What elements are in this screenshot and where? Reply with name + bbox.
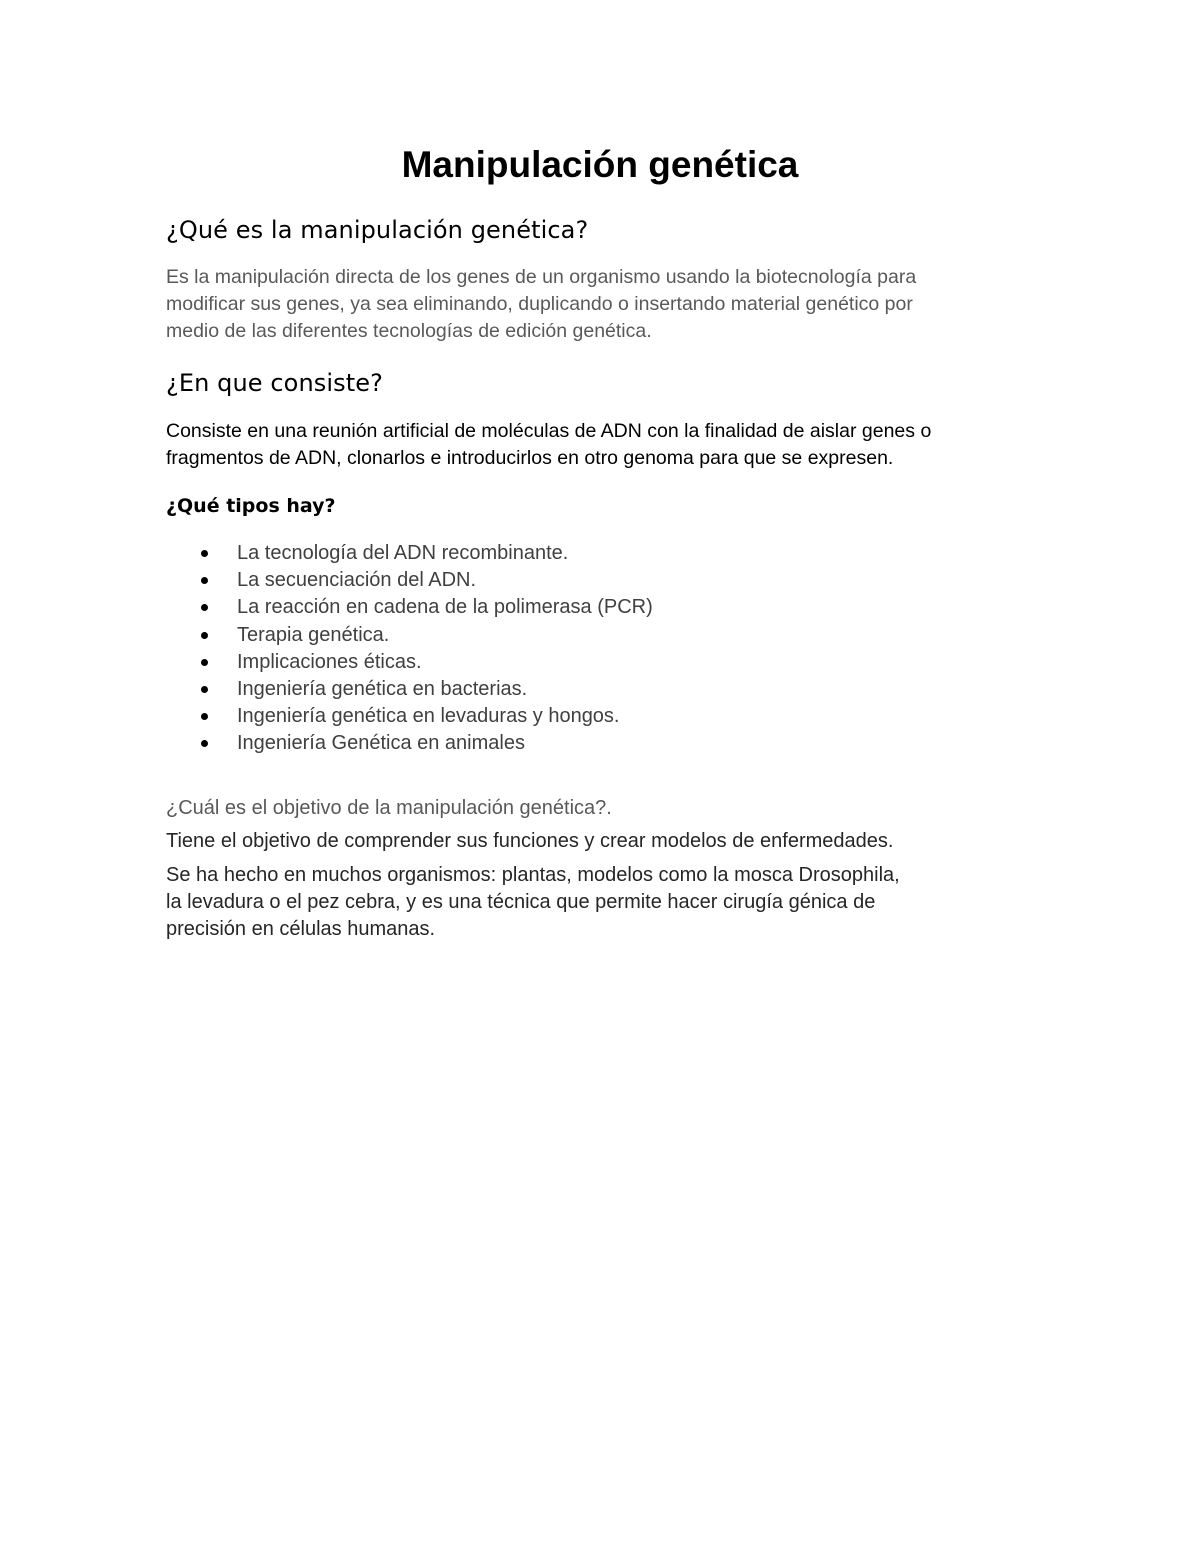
list-item [166, 730, 653, 757]
bullet-icon [201, 713, 208, 720]
list-item-text: La secuenciación del ADN. [237, 569, 477, 592]
bullet-icon [201, 577, 208, 584]
objective-answer: Tiene el objetivo de comprender sus funciones y crear modelos de enfermedades. [166, 830, 894, 852]
section-heading-types: ¿Qué tipos hay? [166, 495, 336, 517]
paragraph-line: la levadura o el pez cebra, y es una técnica que permite hacer cirugía génica de [166, 891, 876, 914]
list-item-text: Ingeniería genética en bacterias. [237, 677, 528, 700]
list-item-text: Terapia genética. [237, 623, 390, 646]
paragraph-definition [166, 264, 1046, 346]
list-item [166, 649, 653, 676]
section-heading-what-is: ¿Qué es la manipulación genética? [166, 216, 589, 244]
bullet-icon [201, 550, 208, 557]
list-item-text: Ingeniería genética en levaduras y hongos. [237, 705, 620, 728]
list-item [166, 703, 653, 730]
list-item-text: La reacción en cadena de la polimerasa (PCR) [237, 596, 653, 619]
paragraph-line: fragmentos de ADN, clonarlos e introducirlos en otro genoma para que se expresen. [166, 447, 894, 470]
paragraph-consists [166, 418, 1046, 472]
paragraph-line: Se ha hecho en muchos organismos: plantas, modelos como la mosca Drosophila, [166, 864, 900, 886]
bullet-icon [201, 740, 208, 747]
paragraph-line: precisión en células humanas. [166, 918, 436, 941]
list-item [166, 540, 653, 567]
paragraph-organisms [166, 862, 1046, 944]
section-heading-what-consists: ¿En que consiste? [166, 369, 383, 397]
list-item [166, 622, 653, 649]
document-title: Manipulación genética [401, 144, 799, 185]
list-item-text: Ingeniería Genética en animales [237, 732, 525, 755]
paragraph-line: medio de las diferentes tecnologías de edición genética. [166, 320, 652, 343]
bullet-icon [201, 686, 208, 693]
list-item [166, 567, 653, 594]
objective-question: ¿Cuál es el objetivo de la manipulación genética?. [166, 797, 612, 819]
list-item-text: La tecnología del ADN recombinante. [237, 542, 569, 564]
bullet-icon [201, 659, 208, 666]
bullet-icon [201, 604, 208, 611]
paragraph-line: Consiste en una reunión artificial de moléculas de ADN con la finalidad de aislar genes o [166, 420, 932, 442]
list-item [166, 594, 653, 621]
bullet-icon [201, 632, 208, 639]
list-item [166, 676, 653, 703]
list-item-text: Implicaciones éticas. [237, 650, 422, 673]
paragraph-line: modificar sus genes, ya sea eliminando, duplicando o insertando material genético por [166, 293, 913, 316]
paragraph-line: Es la manipulación directa de los genes de un organismo usando la biotecnología para [166, 266, 917, 288]
types-list [166, 540, 653, 758]
